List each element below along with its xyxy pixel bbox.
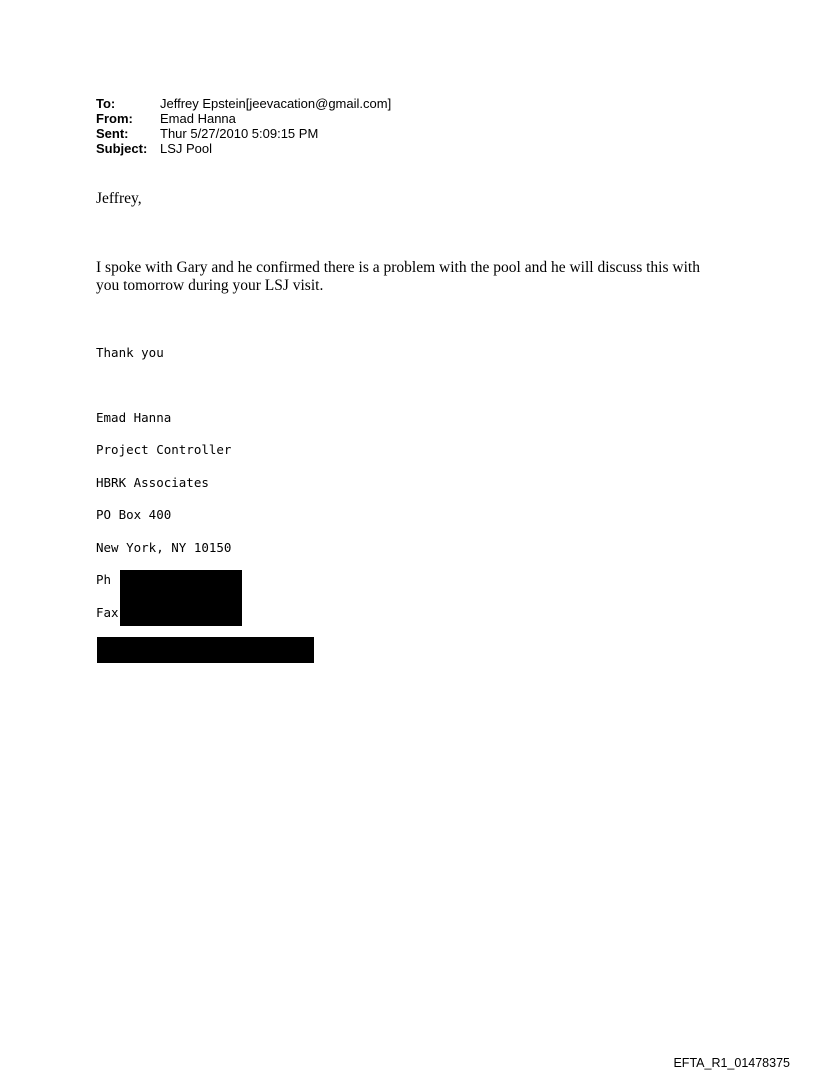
body-paragraph-line-2: you tomorrow during your LSJ visit. (96, 277, 324, 294)
signature-address-line-2: New York, NY 10150 (96, 540, 232, 555)
email-redaction (97, 637, 314, 663)
fax-label: Fax (96, 605, 119, 620)
body-paragraph-line-1: I spoke with Gary and he confirmed there is a problem with the pool and he will discuss this with (96, 259, 700, 276)
sent-value: Thur 5/27/2010 5:09:15 PM (160, 126, 319, 141)
to-row (96, 96, 391, 111)
phone-fax-redaction (120, 570, 242, 626)
sent-row (96, 126, 391, 141)
closing: Thank you (96, 345, 164, 360)
to-value: Jeffrey Epstein[jeevacation@gmail.com] (160, 96, 392, 111)
from-value: Emad Hanna (160, 111, 236, 126)
subject-label: Subject: (96, 141, 148, 156)
signature-name: Emad Hanna (96, 410, 172, 425)
greeting: Jeffrey, (96, 190, 142, 207)
to-label: To: (96, 96, 116, 111)
subject-value: LSJ Pool (160, 141, 213, 156)
signature-address-line-1: PO Box 400 (96, 507, 172, 522)
signature-company: HBRK Associates (96, 475, 209, 490)
subject-row (96, 141, 391, 156)
signature-title: Project Controller (96, 442, 232, 457)
sent-label: Sent: (96, 126, 129, 141)
document-id: EFTA_R1_01478375 (673, 1056, 790, 1070)
from-label: From: (96, 111, 133, 126)
from-row (96, 111, 391, 126)
email-header (96, 96, 391, 156)
phone-label: Ph (96, 572, 112, 587)
